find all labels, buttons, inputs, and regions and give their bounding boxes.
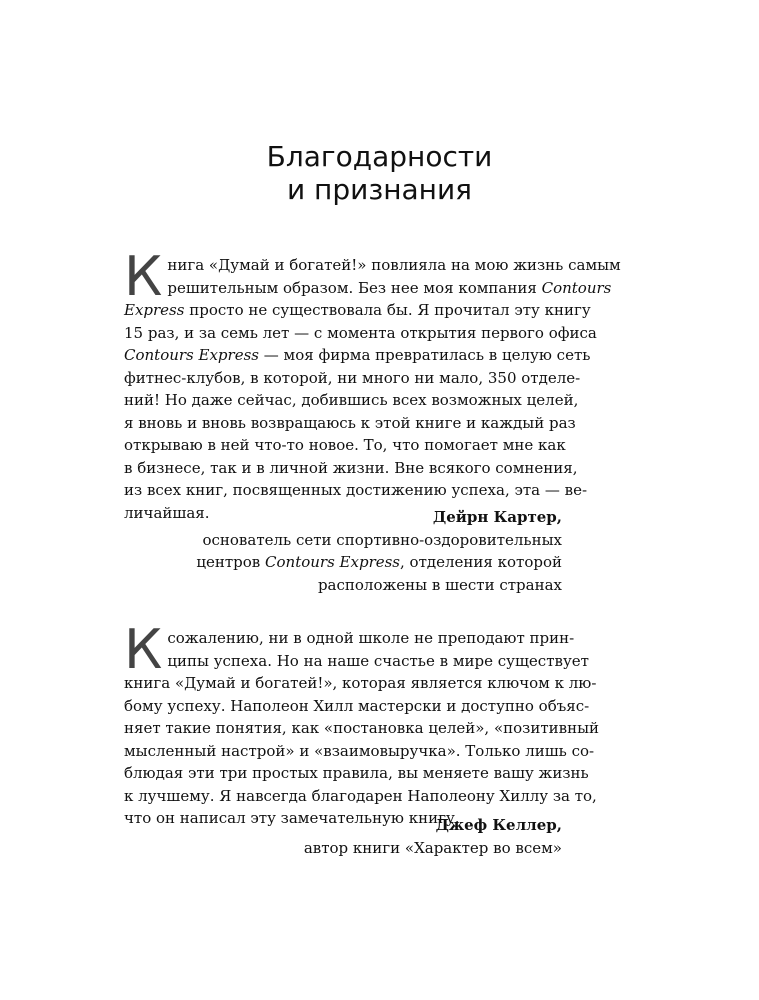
author-name: Джеф Келлер, [435, 816, 562, 834]
text-line: ний! Но даже сейчас, добившись всех возможных целей, [124, 391, 579, 409]
author-role [196, 551, 562, 574]
text-line: из всех книг, посвященных достижению успеха, эта — ве- [124, 481, 588, 499]
text-segment: — моя фирма превратилась в целую сеть [263, 346, 591, 364]
text-segment: , отделения которой [400, 553, 562, 571]
text-line: открываю в ней что-то новое. То, что помогает мне как [124, 436, 566, 454]
text-line: бому успеху. Наполеон Хилл мастерски и доступно объяс- [124, 696, 590, 715]
text-line: фитнес-клубов, в которой, ни много ни мало, 350 отделе- [124, 368, 581, 387]
text-line: ципы успеха. Но на наше счастье в мире существует [167, 651, 589, 670]
text-segment: просто не существовала бы. Я прочитал эту книгу [189, 301, 591, 319]
text-line [124, 344, 591, 367]
quote-1 [124, 245, 621, 524]
brand-name: Contours Express [265, 553, 401, 571]
quote-2 [124, 618, 600, 830]
text-line: мысленный настрой» и «взаимовыручка». Только лишь со- [124, 741, 595, 760]
text-segment: решительным образом. Без нее моя компания [167, 278, 537, 297]
page-title [0, 140, 759, 206]
text-line: что он написал эту замечательную книгу. [124, 809, 460, 827]
quote-2-paragraph [124, 618, 600, 830]
brand-name: Contours Express [124, 346, 259, 364]
brand-name: Express [124, 301, 185, 319]
text-line: нига «Думай и богатей!» повлияла на мою жизнь самым [167, 256, 621, 274]
title-line-1: Благодарности [266, 140, 493, 173]
text-line: я вновь и вновь возвращаюсь к этой книге и каждый раз [124, 413, 576, 432]
text-line: книга «Думай и богатей!», которая является ключом к лю- [124, 674, 597, 692]
drop-cap: К [124, 245, 163, 308]
author-role: основатель сети спортивно-оздоровительных [202, 530, 562, 549]
author-role: расположены в шести странах [317, 575, 562, 594]
quote-1-paragraph [124, 245, 621, 524]
brand-name: Contours [541, 278, 612, 297]
author-role: автор книги «Характер во всем» [303, 838, 562, 857]
text-line: блюдая эти три простых правила, вы меняете вашу жизнь [124, 764, 589, 782]
drop-cap: К [124, 618, 163, 681]
text-line: к лучшему. Я навсегда благодарен Наполеону Хиллу за то, [124, 786, 597, 805]
text-segment: центров [196, 553, 261, 571]
text-line: 15 раз, и за семь лет — с момента открытия первого офиса [124, 323, 597, 342]
attribution-1 [196, 506, 562, 596]
text-line: личайшая. [124, 503, 210, 522]
text-line: няет такие понятия, как «постановка целей», «позитивный [124, 719, 600, 737]
attribution-2 [304, 814, 562, 859]
text-line [124, 277, 612, 300]
title-line-2: и признания [286, 173, 473, 206]
text-line [124, 299, 591, 322]
author-name: Дейрн Картер, [432, 508, 562, 526]
text-line: в бизнесе, так и в личной жизни. Вне всякого сомнения, [124, 458, 578, 477]
text-line: сожалению, ни в одной школе не преподают прин- [167, 629, 575, 647]
